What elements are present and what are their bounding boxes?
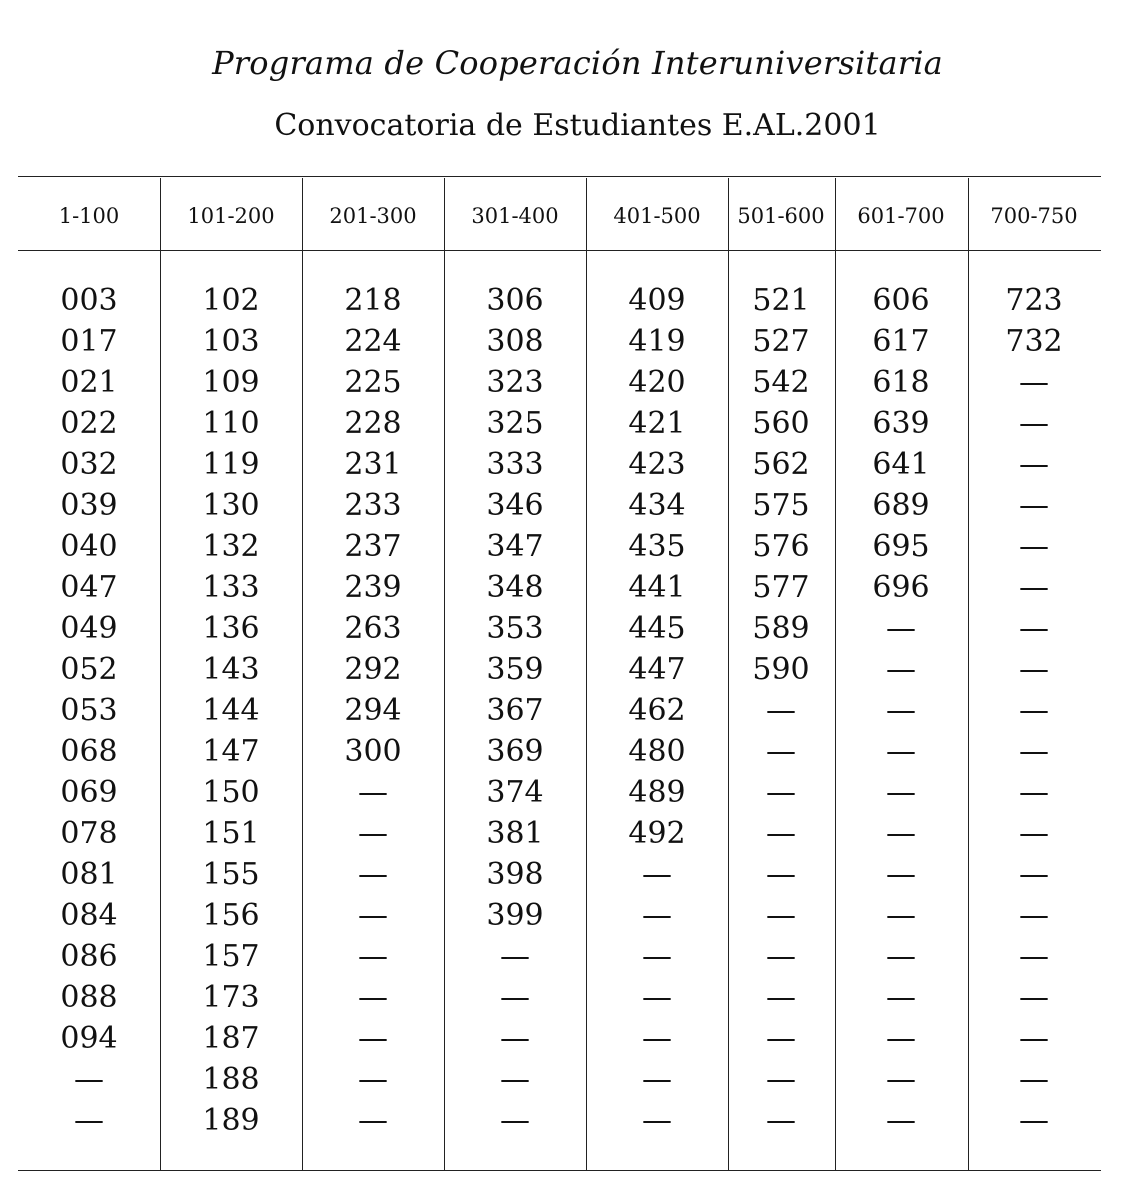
table-cell: — bbox=[358, 775, 388, 810]
column-header: 401-500 bbox=[613, 204, 701, 228]
table-cell: 069 bbox=[60, 775, 118, 810]
table-cell: 617 bbox=[872, 324, 930, 359]
table-cell: 308 bbox=[486, 324, 544, 359]
table-cell: 589 bbox=[752, 611, 810, 646]
table-cell: 434 bbox=[628, 488, 686, 523]
table-cell: — bbox=[74, 1062, 104, 1097]
table-cell: 132 bbox=[202, 529, 260, 564]
table-cell: 053 bbox=[60, 693, 118, 728]
table-cell: — bbox=[766, 857, 796, 892]
table-cell: 399 bbox=[486, 898, 544, 933]
table-cell: 480 bbox=[628, 734, 686, 769]
table-cell: — bbox=[358, 1062, 388, 1097]
table-cell: 542 bbox=[752, 365, 810, 400]
table-cell: 300 bbox=[344, 734, 402, 769]
table-cell: — bbox=[766, 1021, 796, 1056]
table-cell: 577 bbox=[752, 570, 810, 605]
table-cell: — bbox=[1019, 529, 1049, 564]
table-cell: — bbox=[766, 939, 796, 974]
table-cell: 263 bbox=[344, 611, 402, 646]
table-cell: 094 bbox=[60, 1021, 118, 1056]
table-cell: — bbox=[886, 611, 916, 646]
table-cell: 151 bbox=[202, 816, 260, 851]
table-cell: 576 bbox=[752, 529, 810, 564]
table-cell: — bbox=[886, 775, 916, 810]
table-cell: 381 bbox=[486, 816, 544, 851]
table-cell: 188 bbox=[202, 1062, 260, 1097]
table-cell: 068 bbox=[60, 734, 118, 769]
table-cell: 103 bbox=[202, 324, 260, 359]
table-cell: 445 bbox=[628, 611, 686, 646]
table-cell: 732 bbox=[1005, 324, 1063, 359]
table-cell: — bbox=[766, 1103, 796, 1138]
table-cell: — bbox=[886, 980, 916, 1015]
table-cell: 225 bbox=[344, 365, 402, 400]
table-cell: 420 bbox=[628, 365, 686, 400]
table-cell: 109 bbox=[202, 365, 260, 400]
table-cell: — bbox=[500, 1103, 530, 1138]
table-cell: — bbox=[1019, 857, 1049, 892]
table-cell: — bbox=[1019, 980, 1049, 1015]
column-header: 1-100 bbox=[58, 204, 120, 228]
table-cell: — bbox=[766, 816, 796, 851]
table-cell: 081 bbox=[60, 857, 118, 892]
table-cell: — bbox=[642, 898, 672, 933]
table-cell: 049 bbox=[60, 611, 118, 646]
table-top-rule bbox=[18, 176, 1101, 177]
table-cell: — bbox=[1019, 775, 1049, 810]
table-cell: 133 bbox=[202, 570, 260, 605]
column-header: 501-600 bbox=[737, 204, 825, 228]
table-cell: 187 bbox=[202, 1021, 260, 1056]
table-cell: 441 bbox=[628, 570, 686, 605]
table-cell: 156 bbox=[202, 898, 260, 933]
table-cell: 231 bbox=[344, 447, 402, 482]
table-cell: — bbox=[358, 939, 388, 974]
table-cell: 562 bbox=[752, 447, 810, 482]
table-cell: — bbox=[886, 898, 916, 933]
table-cell: — bbox=[74, 1103, 104, 1138]
table-cell: 173 bbox=[202, 980, 260, 1015]
table-cell: — bbox=[766, 1062, 796, 1097]
table-cell: 078 bbox=[60, 816, 118, 851]
table-bottom-rule bbox=[18, 1170, 1101, 1171]
table-cell: 088 bbox=[60, 980, 118, 1015]
table-cell: 040 bbox=[60, 529, 118, 564]
table-cell: — bbox=[886, 1062, 916, 1097]
table-cell: — bbox=[886, 1021, 916, 1056]
table-cell: — bbox=[766, 898, 796, 933]
table-cell: — bbox=[1019, 1062, 1049, 1097]
table-cell: — bbox=[500, 980, 530, 1015]
table-cell: — bbox=[886, 939, 916, 974]
table-cell: 155 bbox=[202, 857, 260, 892]
table-cell: — bbox=[358, 816, 388, 851]
table-cell: — bbox=[642, 1103, 672, 1138]
table-cell: 639 bbox=[872, 406, 930, 441]
table-cell: — bbox=[1019, 611, 1049, 646]
page-subtitle: Convocatoria de Estudiantes E.AL.2001 bbox=[274, 108, 881, 143]
table-cell: — bbox=[642, 1062, 672, 1097]
table-cell: 237 bbox=[344, 529, 402, 564]
table-cell: 606 bbox=[872, 283, 930, 318]
table-cell: 147 bbox=[202, 734, 260, 769]
table-cell: 292 bbox=[344, 652, 402, 687]
table-cell: — bbox=[1019, 406, 1049, 441]
table-header-rule bbox=[18, 250, 1101, 251]
table-cell: 423 bbox=[628, 447, 686, 482]
table-cell: 047 bbox=[60, 570, 118, 605]
table-cell: 218 bbox=[344, 283, 402, 318]
table-cell: 447 bbox=[628, 652, 686, 687]
table-cell: 239 bbox=[344, 570, 402, 605]
table-cell: 017 bbox=[60, 324, 118, 359]
table-cell: 110 bbox=[202, 406, 260, 441]
table-cell: 695 bbox=[872, 529, 930, 564]
table-cell: 333 bbox=[486, 447, 544, 482]
table-cell: — bbox=[358, 1103, 388, 1138]
table-cell: — bbox=[886, 734, 916, 769]
table-cell: 136 bbox=[202, 611, 260, 646]
table-cell: — bbox=[886, 693, 916, 728]
column-header: 201-300 bbox=[329, 204, 417, 228]
table-cell: — bbox=[1019, 939, 1049, 974]
table-cell: — bbox=[766, 693, 796, 728]
table-cell: — bbox=[886, 652, 916, 687]
table-cell: — bbox=[1019, 734, 1049, 769]
table-cell: 492 bbox=[628, 816, 686, 851]
table-cell: — bbox=[1019, 816, 1049, 851]
table-cell: 367 bbox=[486, 693, 544, 728]
table-cell: 641 bbox=[872, 447, 930, 482]
table-cell: 590 bbox=[752, 652, 810, 687]
table-cell: — bbox=[886, 816, 916, 851]
column-header: 601-700 bbox=[857, 204, 945, 228]
table-cell: — bbox=[1019, 898, 1049, 933]
table-cell: — bbox=[1019, 1103, 1049, 1138]
table-cell: — bbox=[886, 1103, 916, 1138]
table-cell: — bbox=[358, 857, 388, 892]
table-cell: 102 bbox=[202, 283, 260, 318]
table-cell: 348 bbox=[486, 570, 544, 605]
table-cell: 374 bbox=[486, 775, 544, 810]
table-cell: 347 bbox=[486, 529, 544, 564]
table-cell: — bbox=[500, 1062, 530, 1097]
table-cell: 157 bbox=[202, 939, 260, 974]
table-cell: 084 bbox=[60, 898, 118, 933]
table-cell: — bbox=[500, 939, 530, 974]
table-cell: 409 bbox=[628, 283, 686, 318]
table-cell: — bbox=[766, 775, 796, 810]
table-cell: 130 bbox=[202, 488, 260, 523]
table-cell: — bbox=[766, 734, 796, 769]
table-cell: — bbox=[1019, 488, 1049, 523]
table-cell: 022 bbox=[60, 406, 118, 441]
table-cell: — bbox=[1019, 570, 1049, 605]
table-cell: 039 bbox=[60, 488, 118, 523]
table-cell: 359 bbox=[486, 652, 544, 687]
table-cell: 521 bbox=[752, 283, 810, 318]
table-cell: 003 bbox=[60, 283, 118, 318]
table-cell: 421 bbox=[628, 406, 686, 441]
table-cell: 294 bbox=[344, 693, 402, 728]
table-cell: 233 bbox=[344, 488, 402, 523]
table-cell: 306 bbox=[486, 283, 544, 318]
column-header: 101-200 bbox=[187, 204, 275, 228]
table-cell: 021 bbox=[60, 365, 118, 400]
table-cell: 353 bbox=[486, 611, 544, 646]
table-cell: 618 bbox=[872, 365, 930, 400]
table-cell: 224 bbox=[344, 324, 402, 359]
page-title: Programa de Cooperación Interuniversitaria bbox=[212, 44, 943, 82]
table-cell: 119 bbox=[202, 447, 260, 482]
table-cell: — bbox=[1019, 447, 1049, 482]
table-cell: 323 bbox=[486, 365, 544, 400]
table-cell: — bbox=[1019, 365, 1049, 400]
table-cell: 346 bbox=[486, 488, 544, 523]
table-cell: 086 bbox=[60, 939, 118, 974]
table-cell: 527 bbox=[752, 324, 810, 359]
table-cell: 689 bbox=[872, 488, 930, 523]
table-cell: 144 bbox=[202, 693, 260, 728]
table-cell: 489 bbox=[628, 775, 686, 810]
table-cell: — bbox=[1019, 652, 1049, 687]
table-cell: — bbox=[886, 857, 916, 892]
table-cell: — bbox=[1019, 1021, 1049, 1056]
table-cell: — bbox=[358, 898, 388, 933]
table-cell: 032 bbox=[60, 447, 118, 482]
table-cell: 369 bbox=[486, 734, 544, 769]
table-cell: — bbox=[642, 939, 672, 974]
table-cell: — bbox=[358, 1021, 388, 1056]
table-cell: — bbox=[766, 980, 796, 1015]
table-cell: — bbox=[642, 857, 672, 892]
table-cell: 696 bbox=[872, 570, 930, 605]
column-header: 301-400 bbox=[471, 204, 559, 228]
table-cell: 143 bbox=[202, 652, 260, 687]
table-cell: 462 bbox=[628, 693, 686, 728]
table-cell: 723 bbox=[1005, 283, 1063, 318]
table-cell: 419 bbox=[628, 324, 686, 359]
table-cell: 150 bbox=[202, 775, 260, 810]
column-header: 700-750 bbox=[990, 204, 1078, 228]
table-cell: 560 bbox=[752, 406, 810, 441]
table-cell: 325 bbox=[486, 406, 544, 441]
table-cell: — bbox=[358, 980, 388, 1015]
table-cell: 189 bbox=[202, 1103, 260, 1138]
table-cell: — bbox=[642, 1021, 672, 1056]
table-cell: 398 bbox=[486, 857, 544, 892]
table-cell: 435 bbox=[628, 529, 686, 564]
table-cell: — bbox=[1019, 693, 1049, 728]
table-cell: — bbox=[642, 980, 672, 1015]
table-cell: 052 bbox=[60, 652, 118, 687]
table-cell: — bbox=[500, 1021, 530, 1056]
table-cell: 228 bbox=[344, 406, 402, 441]
table-cell: 575 bbox=[752, 488, 810, 523]
